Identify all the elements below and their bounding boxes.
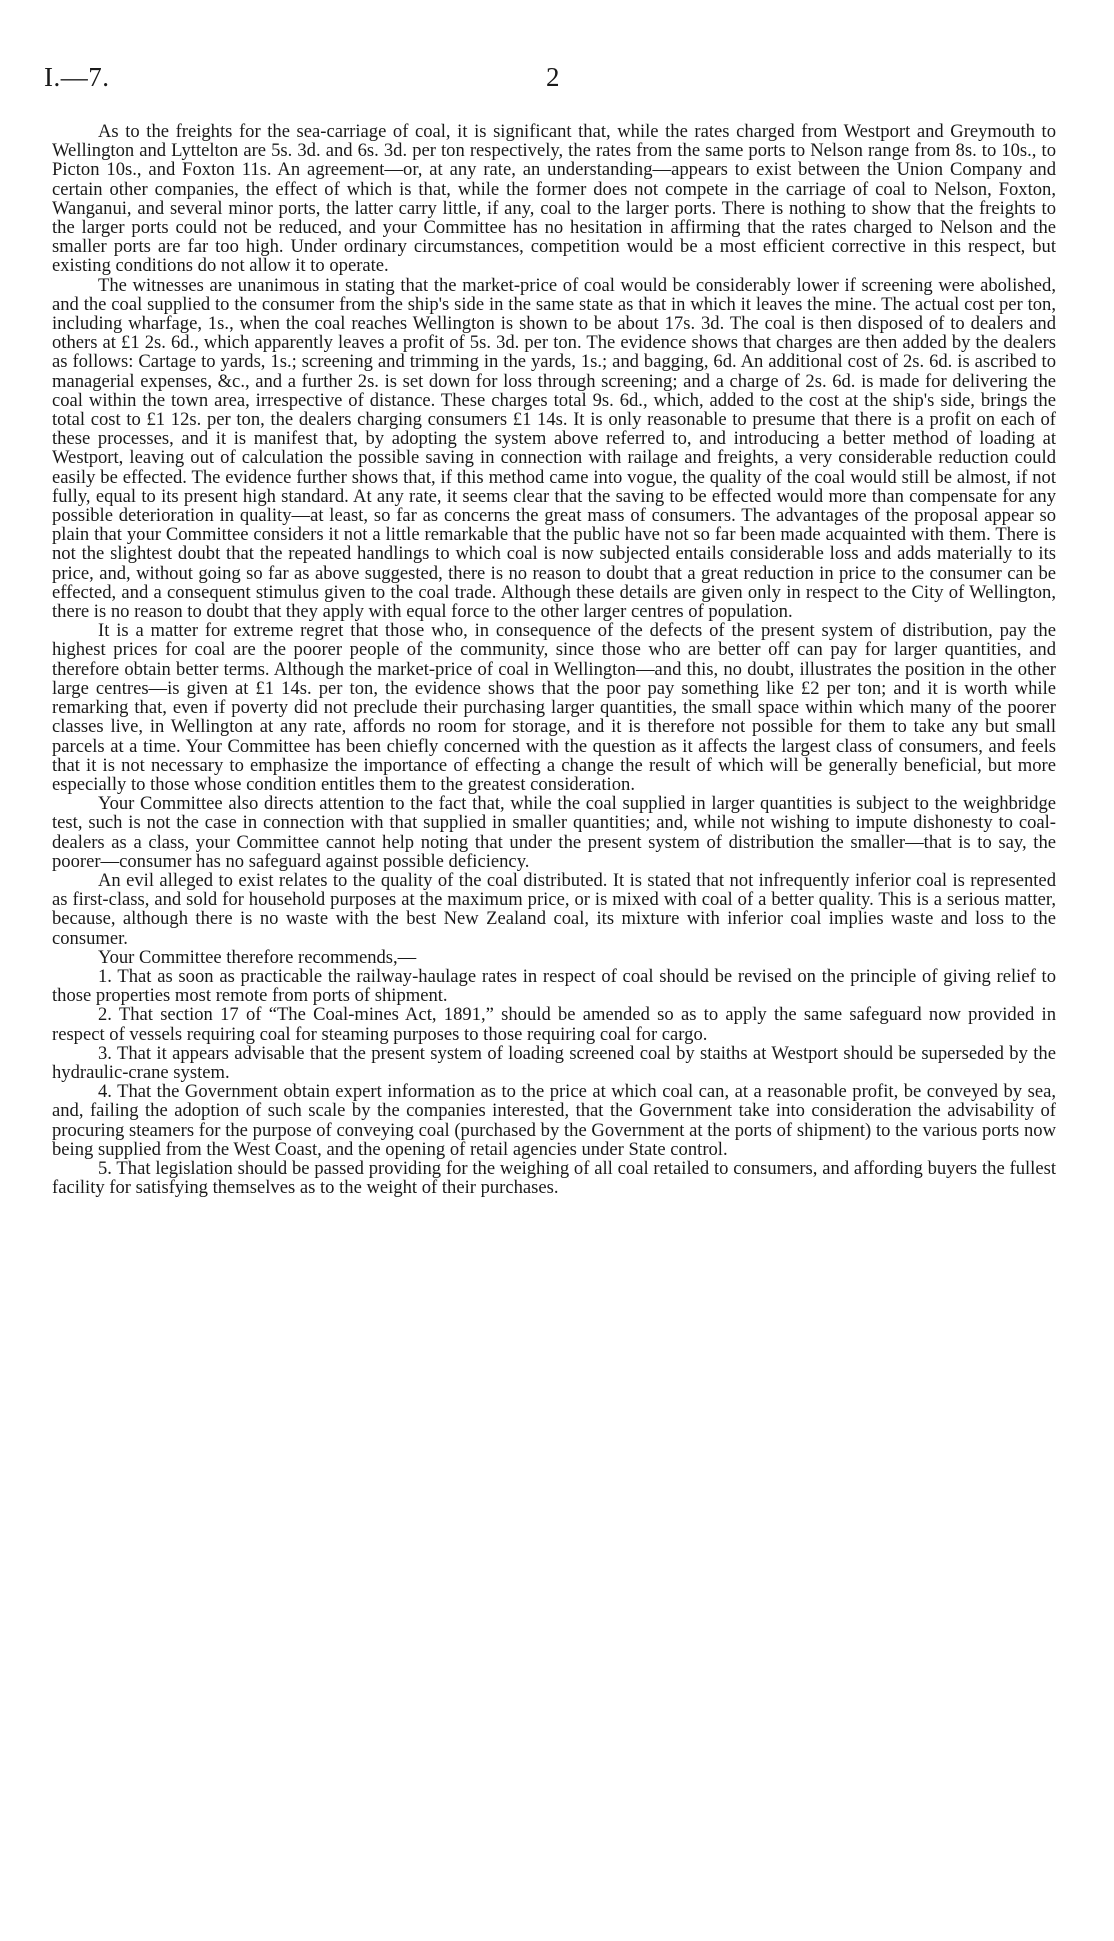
page-header <box>44 62 1056 102</box>
document-reference: I.—7. <box>44 62 110 92</box>
paragraph-coal-quality: An evil alleged to exist relates to the quality of the coal distributed. It is stated that not infrequently inferior coal is represented as first-class, and sold for household purposes at the maximum price, or is mixed with coal of a better quality. This is a serious matter, because, although there is no waste with the best New Zealand coal, its mixture with inferior coal implies waste and loss to the consumer. <box>52 869 1056 949</box>
paragraph-recommends-intro: Your Committee therefore recommends,— <box>98 946 417 968</box>
recommendation-item: 3. That it appears advisable that the present system of loading screened coal by staiths at Westport should be superseded by the hydraulic-crane system. <box>52 1042 1056 1083</box>
paragraph-poorer-consumers: It is a matter for extreme regret that those who, in consequence of the defects of the present system of distribution, pay the highest prices for coal are the poorer people of the community, since those who are better off can pay for larger quantities, and therefore obtain better terms. Although the market-price of coal in Wellington—and this, no doubt, illustrates the position in the other large centres—is given at £1 14s. per ton, the evidence shows that the poor pay something like £2 per ton; and it is worth while remarking that, even if poverty did not preclude their purchasing larger quantities, the small space within which many of the poorer classes live, in Wellington at any rate, affords no room for storage, and it is therefore not possible for them to take any but small parcels at a time. Your Committee has been chiefly concerned with the question as it affects the largest class of consumers, and feels that it is not necessary to emphasize the importance of effecting a change the result of which will be generally beneficial, but more especially to those whose condition entitles them to the greatest consideration. <box>52 620 1056 795</box>
page-number: 2 <box>546 62 560 92</box>
paragraph-screening: The witnesses are unanimous in stating that the market-price of coal would be considerably lower if screening were abolished, and the coal supplied to the consumer from the ship's side in the same state as that in which it leaves the mine. The actual cost per ton, including wharfage, 1s., when the coal reaches Wellington is shown to be about 17s. 3d. The coal is then disposed of to dealers and others at £1 2s. 6d., which apparently leaves a profit of 5s. 3d. per ton. The evidence shows that charges are then added by the dealers as follows: Cartage to yards, 1s.; screening and trimming in the yards, 1s.; and bagging, 6d. An additional cost of 2s. 6d. is ascribed to managerial expenses, &c., and a further 2s. is set down for loss through screening; and a charge of 2s. 6d. is made for delivering the coal within the town area, irrespective of distance. These charges total 9s. 6d., which, added to the cost at the ship's side, brings the total cost to £1 12s. per ton, the dealers charging consumers £1 14s. It is only reasonable to presume that there is a profit on each of these processes, and it is manifest that, by adopting the system above referred to, and introducing a better method of loading at Westport, leaving out of calculation the possible saving in connection with railage and freights, a very considerable reduction could easily be effected. The evidence further shows that, if this method came into vogue, the quality of the coal would still be almost, if not fully, equal to its present high standard. At any rate, it seems clear that the saving to be effected would more than compensate for any possible deterioration in quality—at least, so far as concerns the great mass of consumers. The advantages of the proposal appear so plain that your Committee considers it not a little remarkable that the public have not so far been made acquainted with them. There is not the slightest doubt that the repeated handlings to which coal is now subjected entails considerable loss and adds materially to its price, and, without going so far as above suggested, there is no reason to doubt that a great reduction in price to the consumer can be effected, and a consequent stimulus given to the coal trade. Although these details are given only in respect to the City of Wellington, there is no reason to doubt that they apply with equal force to the other larger centres of population. <box>52 274 1056 623</box>
recommendation-item: 4. That the Government obtain expert information as to the price at which coal can, at a reasonable profit, be conveyed by sea, and, failing the adoption of such scale by the companies interested, that the Government take into consideration the advisability of procuring steamers for the purpose of conveying coal (purchased by the Government at the ports of shipment) to the various ports now being supplied from the West Coast, and the opening of retail agencies under State control. <box>52 1081 1056 1160</box>
paragraph-weighbridge: Your Committee also directs attention to the fact that, while the coal supplied in larger quantities is subject to the weighbridge test, such is not the case in connection with that supplied in smaller quantities; and, while not wishing to impute dishonesty to coal-dealers as a class, your Committee cannot help noting that under the present system of distribution the smaller—that is to say, the poorer—consumer has no safeguard against possible deficiency. <box>52 793 1056 872</box>
recommendation-item: 1. That as soon as practicable the railway-haulage rates in respect of coal should be revised on the principle of giving relief to those properties most remote from ports of shipment. <box>52 965 1056 1007</box>
paragraph-freights: As to the freights for the sea-carriage of coal, it is significant that, while the rates charged from Westport and Greymouth to Wellington and Lyttelton are 5s. 3d. and 6s. 3d. per ton respectively, the rates from the same ports to Nelson range from 8s. to 10s., to Picton 10s., and Foxton 11s. An agreement—or, at any rate, an understanding—appears to exist between the Union Company and certain other companies, the effect of which is that, while the former does not compete in the carriage of coal to Nelson, Foxton, Wanganui, and several minor ports, the latter carry little, if any, coal to the larger ports. There is nothing to show that the freights to the larger ports could not be reduced, and your Committee has no hesitation in affirming that the rates charged to Nelson and the smaller ports are far too high. Under ordinary circumstances, competition would be a most efficient corrective in this respect, but existing conditions do not allow it to operate. <box>52 121 1056 277</box>
document-body <box>52 122 1056 1197</box>
recommendation-item: 5. That legislation should be passed providing for the weighing of all coal retailed to consumers, and affording buyers the fullest facility for satisfying themselves as to the weight of their purchases. <box>52 1157 1056 1199</box>
recommendations-list <box>52 967 1056 1197</box>
recommendation-item: 2. That section 17 of “The Coal-mines Act, 1891,” should be amended so as to apply the same safeguard now provided in respect of vessels requiring coal for steaming purposes to those requiring coal for cargo. <box>52 1004 1056 1045</box>
